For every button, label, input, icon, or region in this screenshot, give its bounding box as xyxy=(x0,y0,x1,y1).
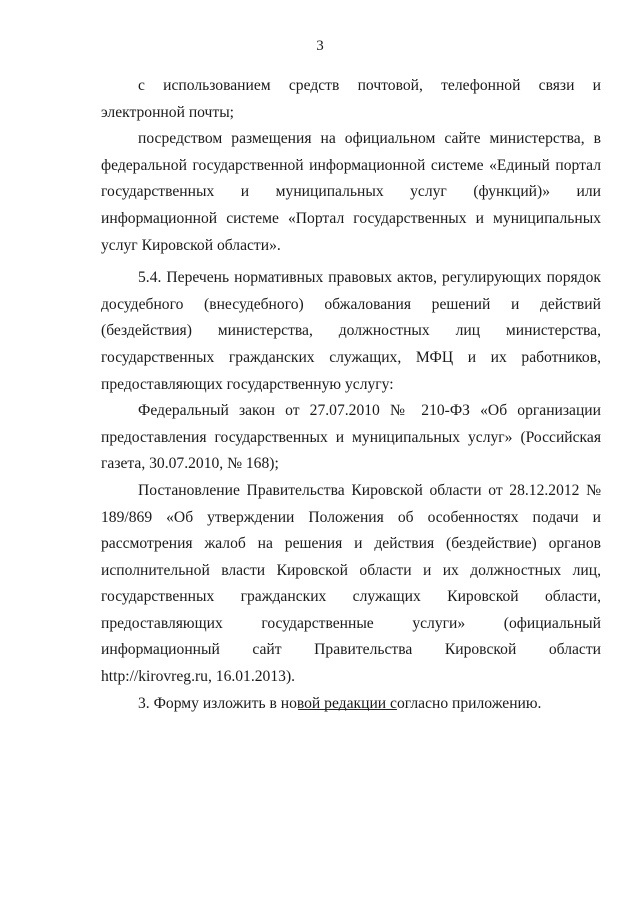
paragraph-government-resolution: Постановление Правительства Кировской области от 28.12.2012 № 189/869 «Об утверждении Положения об особенностях подачи и рассмотрения жалоб на решения и действия (бездействие) органов исполнительной власти Кировской области и их должностных лиц, государственных гражданских служащих Кировской области, предоставляющих государственные услуги» (официальный информационный сайт Правительства Кировской области http://kirovreg.ru, 16.01.2013). xyxy=(101,481,601,686)
paragraph-item-3: 3. Форму изложить в новой редакции согласно приложению. xyxy=(138,694,542,712)
paragraph-federal-law: Федеральный закон от 27.07.2010 № 210-ФЗ «Об организации предоставления государственных и муниципальных услуг» (Российская газета, 30.07.2010, № 168); xyxy=(101,402,601,473)
paragraph-postal-phone-email: с использованием средств почтовой, телефонной связи и электронной почты; xyxy=(101,77,601,121)
paragraph-website-posting: посредством размещения на официальном сайте министерства, в федеральной государственной информационной системе «Единый портал государственных и муниципальных услуг (функций)» или информационной системе «Портал государственных и муниципальных услуг Кировской области». xyxy=(101,130,601,254)
document-body xyxy=(101,73,601,717)
paragraph-section-5-4: 5.4. Перечень нормативных правовых актов, регулирующих порядок досудебного (внесудебного) обжалования решений и действий (бездействия) министерства, должностных лиц министерства, государственных гражданских служащих, МФЦ и их работников, предоставляющих государственную услугу: xyxy=(101,269,601,393)
separator-line xyxy=(298,709,397,710)
page-number: 3 xyxy=(316,38,324,54)
